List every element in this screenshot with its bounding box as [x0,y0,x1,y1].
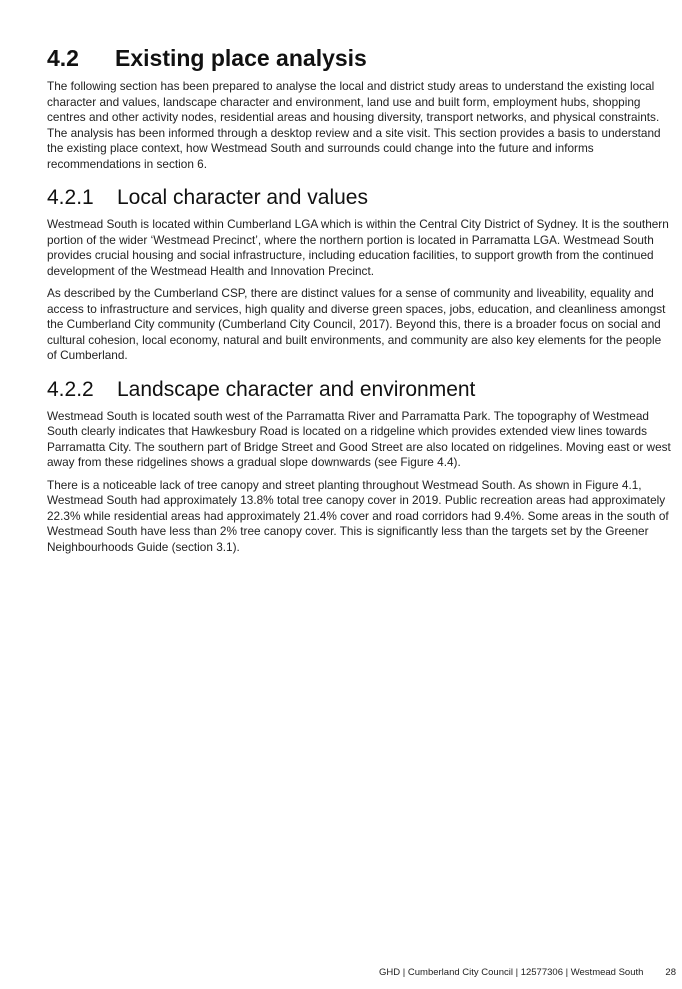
paragraph: Westmead South is located south west of the Parramatta River and Parramatta Park. The topography of Westmead South clearly indicates that Hawkesbury Road is located on a ridgeline which provides extended view lines towards Parramatta City. The southern part of Bridge Street and Good Street are also located on ridgelines. Moving east or west away from these ridgelines shows a gradual slope downwards (see Figure 4.4). [47,408,671,469]
subsection-title: Local character and values [117,186,368,209]
paragraph: There is a noticeable lack of tree canopy and street planting throughout Westmead South. As shown in Figure 4.1, Westmead South had approximately 13.8% total tree canopy cover in 2019. Public recreation areas had approximately 22.3% while residential areas had approximately 21.4% cover and road corridors had 9.4%. Some areas in the south of Westmead South have less than 2% tree canopy cover. This is significantly less than the targets set by the Greener Neighbourhoods Guide (section 3.1). [47,477,669,554]
section-number: 4.2 [47,45,79,71]
page-content [47,44,673,562]
subsection-heading-local-character [47,185,673,211]
subsection-number: 4.2.1 [47,186,94,209]
page-number: 28 [665,967,676,978]
subsection-number: 4.2.2 [47,377,94,401]
section-heading [47,44,673,72]
footer-reference: GHD | Cumberland City Council | 12577306 | Westmead South [379,967,644,978]
paragraph: As described by the Cumberland CSP, there are distinct values for a sense of community and liveability, equality and access to infrastructure and services, high quality and diverse green spaces, jobs, education, and cleanliness amongst the Cumberland City community (Cumberland City Council, 2017). Beyond this, there is a broader focus on social and cultural cohesion, local economy, natural and built environments, and community are also key elements for the people of Cumberland. [47,286,666,362]
section-intro-paragraph: The following section has been prepared to analyse the local and district study areas to understand the existing local character and values, landscape character and environment, land use and built form, employment hubs, shopping centres and other activity nodes, residential areas and housing diversity, transport networks, and physical constraints. The analysis has been informed through a desktop review and a site visit. This section provides a basis to understand the existing place context, how Westmead South and surrounds could change into the future and informs recommendations in section 6. [47,79,661,171]
paragraph: Westmead South is located within Cumberland LGA which is within the Central City District of Sydney. It is the southern portion of the wider ‘Westmead Precinct’, where the northern portion is located in Parramatta LGA. Westmead South provides crucial housing and social infrastructure, including education facilities, to support growth from the continued development of the Westmead Health and Innovation Precinct. [47,217,669,278]
subsection-heading-landscape-character [47,377,673,403]
subsection-title: Landscape character and environment [117,377,476,401]
section-title: Existing place analysis [115,45,367,71]
page-footer [300,967,676,979]
